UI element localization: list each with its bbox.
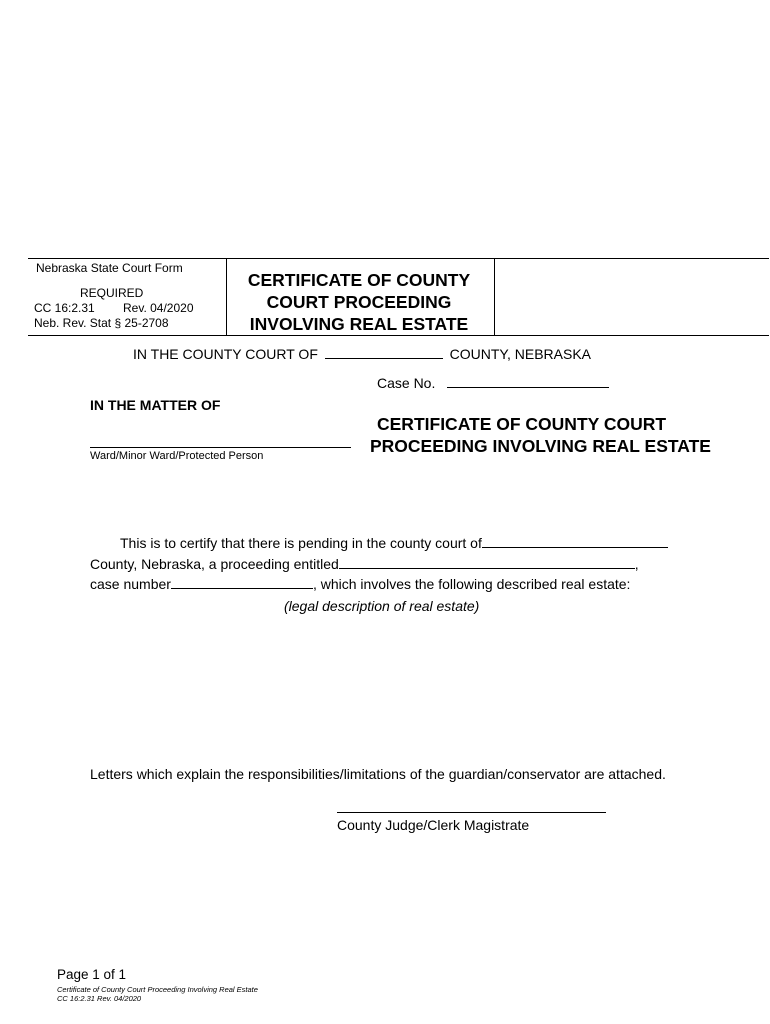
court-prefix: IN THE COUNTY COURT OF [133,346,318,362]
case-no-label: Case No. [377,375,436,391]
county-name-blank[interactable] [325,346,443,359]
document-title-line2: PROCEEDING INVOLVING REAL ESTATE [370,436,711,456]
form-header [28,258,769,336]
court-suffix: COUNTY, NEBRASKA [449,346,591,362]
header-title-line3: INVOLVING REAL ESTATE [249,314,469,334]
page-number: Page 1 of 1 [57,967,127,982]
letters-statement: Letters which explain the responsibilities/limitations of the guardian/conservator are attached. [90,766,666,782]
certify-text: This is to certify that there is pending in the county court of [120,535,482,551]
signature-label: County Judge/Clerk Magistrate [337,817,530,833]
ward-name-blank[interactable] [90,447,351,448]
statute-reference: Neb. Rev. Stat § 25-2708 [34,316,169,330]
legal-description-label: (legal description of real estate) [284,598,480,614]
document-title-line1: CERTIFICATE OF COUNTY COURT [377,414,667,434]
case-number-blank[interactable] [447,375,609,388]
header-title [228,269,490,335]
proceeding-line [90,556,639,572]
required-label: REQUIRED [80,286,144,300]
header-title-line1: CERTIFICATE OF COUNTY [247,270,471,290]
ward-sublabel: Ward/Minor Ward/Protected Person [90,450,264,462]
document-title [370,413,711,457]
form-label: Nebraska State Court Form [36,261,183,275]
form-revision: Rev. 04/2020 [123,301,194,315]
court-county-blank[interactable] [482,535,668,548]
footer-code: CC 16:2.31 Rev. 04/2020 [57,994,142,1003]
header-divider-left [226,259,227,335]
header-divider-right [494,259,495,335]
matter-label: IN THE MATTER OF [90,397,221,413]
proceeding-title-blank[interactable] [339,556,635,569]
case-line [90,576,630,592]
footer-title: Certificate of County Court Proceeding Involving Real Estate [57,985,258,994]
proceeding-text: County, Nebraska, a proceeding entitled [90,556,339,572]
header-title-line2: COURT PROCEEDING [266,292,452,312]
signature-line[interactable] [337,812,606,813]
real-estate-text: , which involves the following described real estate: [312,576,631,592]
body-case-number-blank[interactable] [171,576,313,589]
case-number-line [377,375,609,391]
court-line [133,346,591,362]
certify-line [120,535,668,551]
form-number: CC 16:2.31 [34,301,95,315]
proceeding-comma: , [634,556,639,572]
case-number-text: case number [90,576,171,592]
